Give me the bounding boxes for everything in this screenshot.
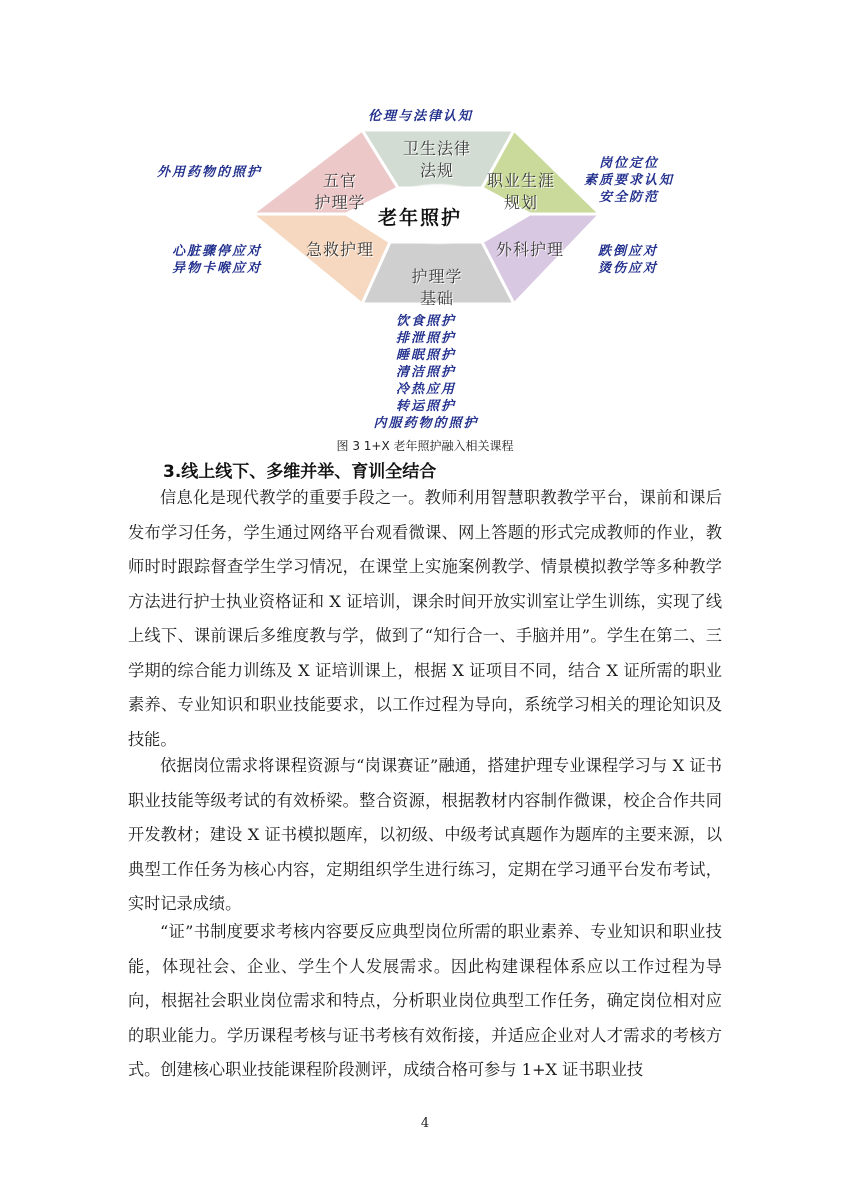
section-heading: 3.线上线下、多维并举、育训全结合 [163, 462, 437, 482]
body-paragraph: 依据岗位需求将课程资源与“岗课赛证”融通，搭建护理专业课程学习与 X 证书职业技能等级考试的有效桥梁。整合资源，根据教材内容制作微课，校企合作共同开发教材；建设 X 证书模拟题库，以初级、中级考试真题作为题库的主要来源，以典型工作任务为核心内容，定期组织学生进行练习，定期在学习通平台发布考试，实时记录成绩。 [128, 756, 722, 913]
annotation-left: 心脏骤停应对 异物卡喉应对 [172, 244, 263, 276]
segment-bottom-right-label: 外科护理 [495, 240, 564, 259]
segment-bottom-left-label: 急救护理 [305, 240, 374, 259]
page-number: 4 [420, 1116, 430, 1131]
annotation-top-right: 岗位定位 素质要求认知 安全防范 [584, 156, 675, 205]
body-paragraph: 信息化是现代教学的重要手段之一。教师利用智慧职教教学平台，课前和课后发布学习任务，学生通过网络平台观看微课、网上答题的形式完成教师的作业，教师时时跟踪督查学生学习情况，在课堂上实施案例教学、情景模拟教学等多种教学方法进行护士执业资格证和 X 证培训，课余时间开放实训室让学生训练，实现了线上线下、课前课后多维度教与学，做到了“知行合一、手脑并用”。学生在第二、三学期的综合能力训练及 X 证培训课上，根据 X 证项目不同，结合 X 证所需的职业素养、专业知识和职业技能要求，以工作过程为导向，系统学习相关的理论知识及技能。 [128, 488, 722, 749]
annotation-right: 跌倒应对 烫伤应对 [598, 244, 659, 276]
segment-top-label: 卫生法律 法规 [402, 139, 471, 180]
figure-caption: 图 3 1+X 老年照护融入相关课程 [336, 439, 514, 453]
segment-bottom-label: 护理学 基础 [411, 267, 463, 308]
segment-top-right-label: 职业生涯 规划 [486, 171, 555, 212]
annotation-top: 伦理与法律认知 [368, 109, 474, 124]
segment-top-left-label: 五官 护理学 [314, 171, 366, 212]
diagram-center-label: 老年照护 [378, 207, 463, 229]
annotation-bottom: 饮食照护 排泄照护 睡眠照护 清洁照护 冷热应用 转运照护 内服药物的照护 [373, 314, 479, 431]
body-paragraph: “证”书制度要求考核内容要反应典型岗位所需的职业素养、专业知识和职业技能，体现社会、企业、学生个人发展需求。因此构建课程体系应以工作过程为导向，根据社会职业岗位需求和特点，分析职业岗位典型工作任务，确定岗位相对应的职业能力。学历课程考核与证书考核有效衔接，并适应企业对人才需求的考核方式。创建核心职业技能课程阶段测评，成绩合格可参与 1+X 证书职业技 [128, 922, 722, 1079]
annotation-top-left: 外用药物的照护 [157, 165, 263, 180]
